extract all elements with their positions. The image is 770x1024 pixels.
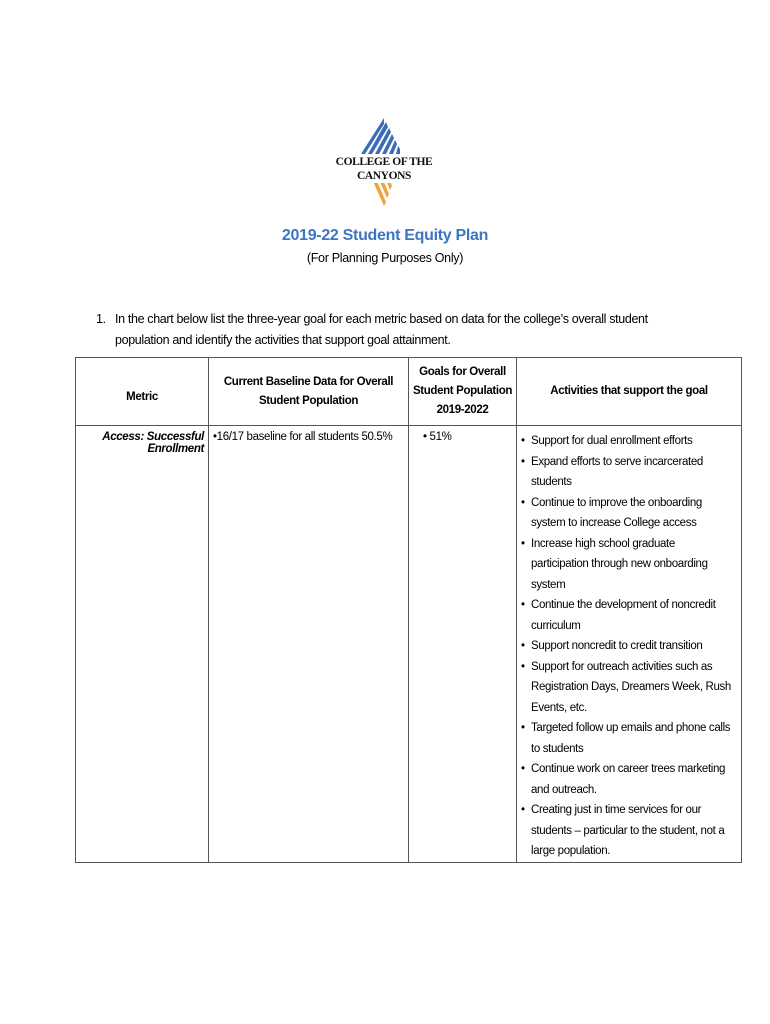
list-item: • Expand efforts to serve incarcerated students (521, 452, 735, 493)
goal-cell: • 51% (409, 426, 517, 863)
list-item: • Continue the development of noncredit curriculum (521, 595, 735, 636)
header-baseline: Current Baseline Data for Overall Student Population (209, 358, 409, 426)
college-logo (328, 118, 440, 208)
baseline-cell: •16/17 baseline for all students 50.5% (209, 426, 409, 863)
table-row (76, 426, 742, 863)
list-item: • Targeted follow up emails and phone calls to students (521, 718, 735, 759)
logo-text: COLLEGE OF THE CANYONS (328, 155, 440, 183)
header-activities: Activities that support the goal (517, 358, 742, 426)
header-goals: Goals for Overall Student Population 2019-2022 (409, 358, 517, 426)
document-subtitle: (For Planning Purposes Only) (306, 251, 464, 265)
metric-cell: Access: Successful Enrollment (76, 426, 209, 863)
list-item: • Support noncredit to credit transition (521, 636, 735, 657)
list-item: • Continue work on career trees marketing and outreach. (521, 759, 735, 800)
list-item: • Increase high school graduate participation through new onboarding system (521, 534, 735, 596)
instruction-text: In the chart below list the three-year goal for each metric based on data for the college’s overall student population and identify the activities that support goal attainment. (115, 312, 648, 347)
activities-list (521, 431, 735, 862)
list-item: • Creating just in time services for our students – particular to the student, not a large population. (521, 800, 735, 862)
activities-cell (517, 426, 742, 863)
list-item: • Support for dual enrollment efforts (521, 431, 735, 452)
document-title: 2019-22 Student Equity Plan (281, 227, 489, 244)
list-item: • Continue to improve the onboarding system to increase College access (521, 493, 735, 534)
header-metric: Metric (76, 358, 209, 426)
list-item: • Support for outreach activities such as Registration Days, Dreamers Week, Rush Events, etc. (521, 657, 735, 719)
instruction-paragraph (96, 309, 686, 351)
table-header-row (76, 358, 742, 426)
equity-plan-table (75, 357, 742, 863)
instruction-number: 1. (96, 312, 106, 326)
